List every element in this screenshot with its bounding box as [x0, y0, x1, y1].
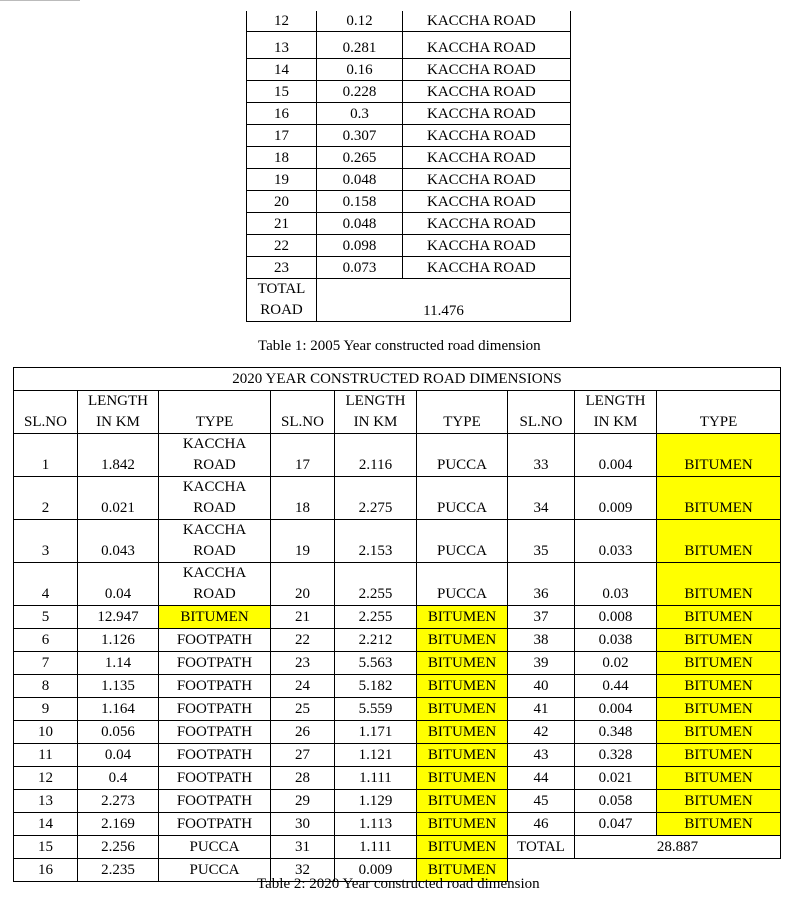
type-cell: FOOTPATH [159, 813, 271, 836]
type-cell: BITUMEN [657, 790, 781, 813]
table-row [247, 59, 571, 81]
length-cell: 1.111 [335, 836, 417, 859]
total-label [247, 279, 317, 322]
sl-no-cell: 20 [271, 563, 335, 606]
type-cell: FOOTPATH [159, 790, 271, 813]
sl-no-cell: 42 [508, 721, 575, 744]
sl-no-cell: 17 [271, 434, 335, 477]
length-cell: 0.328 [575, 744, 657, 767]
sl-no-cell: 14 [14, 813, 78, 836]
type-cell [159, 477, 271, 520]
length-cell: 12.947 [78, 606, 159, 629]
sl-no-cell: 8 [14, 675, 78, 698]
sl-no-cell: 34 [508, 477, 575, 520]
length-cell: 0.021 [575, 767, 657, 790]
sl-no-cell: 33 [508, 434, 575, 477]
type-cell: BITUMEN [417, 744, 508, 767]
length-cell: 1.14 [78, 652, 159, 675]
sl-no-cell: 9 [14, 698, 78, 721]
sl-no-cell: 41 [508, 698, 575, 721]
length-cell: 2.212 [335, 629, 417, 652]
table-row [247, 81, 571, 103]
type-cell: BITUMEN [657, 563, 781, 606]
sl-no-cell: 13 [14, 790, 78, 813]
sl-no-cell: 23 [247, 257, 317, 279]
sl-no-cell: 13 [247, 32, 317, 59]
length-cell: 0.4 [78, 767, 159, 790]
length-cell: 1.129 [335, 790, 417, 813]
type-cell: BITUMEN [417, 767, 508, 790]
table-2020-road-dimensions [13, 367, 781, 882]
type-cell: PUCCA [417, 520, 508, 563]
length-cell: 2.169 [78, 813, 159, 836]
sl-no-cell: 30 [271, 813, 335, 836]
header-type: TYPE [657, 391, 781, 434]
length-cell: 0.004 [575, 698, 657, 721]
table-row [14, 652, 781, 675]
type-cell: PUCCA [159, 859, 271, 882]
sl-no-cell: 12 [14, 767, 78, 790]
length-cell: 0.073 [317, 257, 403, 279]
sl-no-cell: 20 [247, 191, 317, 213]
type-cell: KACCHA ROAD [403, 235, 571, 257]
length-cell: 0.44 [575, 675, 657, 698]
type-cell: KACCHA ROAD [403, 11, 571, 32]
length-cell: 0.021 [78, 477, 159, 520]
type-cell: KACCHA ROAD [403, 169, 571, 191]
length-cell: 0.098 [317, 235, 403, 257]
length-cell: 0.043 [78, 520, 159, 563]
sl-no-cell: 32 [271, 859, 335, 882]
length-cell: 0.02 [575, 652, 657, 675]
sl-no-cell: 5 [14, 606, 78, 629]
length-cell: 0.048 [317, 213, 403, 235]
sl-no-cell: 10 [14, 721, 78, 744]
length-cell: 0.3 [317, 103, 403, 125]
length-cell: 0.009 [575, 477, 657, 520]
length-cell: 0.04 [78, 744, 159, 767]
type-cell [159, 434, 271, 477]
length-cell: 1.171 [335, 721, 417, 744]
table-row [14, 629, 781, 652]
length-cell: 0.058 [575, 790, 657, 813]
sl-no-cell: 11 [14, 744, 78, 767]
type-cell: BITUMEN [657, 767, 781, 790]
sl-no-cell: 19 [271, 520, 335, 563]
type-cell: FOOTPATH [159, 675, 271, 698]
table-row [247, 125, 571, 147]
type-cell: PUCCA [417, 434, 508, 477]
sl-no-cell: 1 [14, 434, 78, 477]
sl-no-cell: 7 [14, 652, 78, 675]
type-cell: BITUMEN [159, 606, 271, 629]
header-length [575, 391, 657, 434]
type-cell: BITUMEN [657, 629, 781, 652]
table-row [14, 836, 781, 859]
length-cell: 1.842 [78, 434, 159, 477]
length-cell: 1.164 [78, 698, 159, 721]
type-cell: BITUMEN [417, 652, 508, 675]
header-length [335, 391, 417, 434]
type-cell: FOOTPATH [159, 629, 271, 652]
header-length-line-2: IN KM [353, 414, 398, 430]
sl-no-cell: 22 [247, 235, 317, 257]
type-cell: KACCHA ROAD [403, 147, 571, 169]
sl-no-cell: 18 [271, 477, 335, 520]
type-cell: BITUMEN [417, 813, 508, 836]
length-cell: 2.255 [335, 563, 417, 606]
table-row [14, 721, 781, 744]
sl-no-cell: 22 [271, 629, 335, 652]
length-cell: 1.121 [335, 744, 417, 767]
table-row [247, 169, 571, 191]
length-cell: 0.048 [317, 169, 403, 191]
header-type: TYPE [159, 391, 271, 434]
type-cell: FOOTPATH [159, 744, 271, 767]
type-line: ROAD [193, 500, 236, 516]
table-row [14, 477, 781, 520]
type-cell: BITUMEN [657, 434, 781, 477]
table-row [14, 767, 781, 790]
length-cell: 2.256 [78, 836, 159, 859]
length-cell: 1.135 [78, 675, 159, 698]
type-cell: PUCCA [159, 836, 271, 859]
sl-no-cell: 16 [247, 103, 317, 125]
length-cell: 0.158 [317, 191, 403, 213]
sl-no-cell: 27 [271, 744, 335, 767]
type-cell [159, 563, 271, 606]
table-row [247, 191, 571, 213]
type-cell: FOOTPATH [159, 767, 271, 790]
sl-no-cell: 12 [247, 11, 317, 32]
total-value: 11.476 [317, 279, 571, 322]
header-length-line-2: IN KM [593, 414, 638, 430]
sl-no-cell: 23 [271, 652, 335, 675]
sl-no-cell: 15 [247, 81, 317, 103]
table-row [14, 434, 781, 477]
sl-no-cell: 25 [271, 698, 335, 721]
type-line: KACCHA [182, 565, 247, 581]
type-cell: BITUMEN [417, 675, 508, 698]
length-cell: 0.12 [317, 11, 403, 32]
table-row [247, 257, 571, 279]
length-cell: 2.235 [78, 859, 159, 882]
sl-no-cell: 40 [508, 675, 575, 698]
table-total-row [247, 279, 571, 322]
sl-no-cell: 21 [247, 213, 317, 235]
type-cell: KACCHA ROAD [403, 32, 571, 59]
type-line: ROAD [193, 586, 236, 602]
sl-no-cell: 16 [14, 859, 78, 882]
type-cell: BITUMEN [417, 606, 508, 629]
table-row [14, 790, 781, 813]
sl-no-cell: 2 [14, 477, 78, 520]
length-cell: 2.116 [335, 434, 417, 477]
sl-no-cell: 3 [14, 520, 78, 563]
header-length-line-1: LENGTH [345, 393, 406, 409]
length-cell: 0.038 [575, 629, 657, 652]
type-line: ROAD [193, 457, 236, 473]
total-label-line-1: TOTAL [257, 281, 306, 297]
length-cell: 0.16 [317, 59, 403, 81]
type-cell: BITUMEN [657, 721, 781, 744]
length-cell: 0.03 [575, 563, 657, 606]
table-2005-road-dimensions [246, 11, 571, 322]
length-cell: 0.056 [78, 721, 159, 744]
table-row [247, 32, 571, 59]
length-cell: 2.273 [78, 790, 159, 813]
header-type: TYPE [417, 391, 508, 434]
table-row [14, 744, 781, 767]
length-cell: 1.113 [335, 813, 417, 836]
type-cell: KACCHA ROAD [403, 191, 571, 213]
type-line: KACCHA [182, 479, 247, 495]
sl-no-cell: 35 [508, 520, 575, 563]
header-length-line-1: LENGTH [585, 393, 646, 409]
sl-no-cell: 38 [508, 629, 575, 652]
sl-no-cell: 29 [271, 790, 335, 813]
header-length-line-1: LENGTH [88, 393, 148, 409]
sl-no-cell: 19 [247, 169, 317, 191]
type-cell: KACCHA ROAD [403, 257, 571, 279]
type-cell: KACCHA ROAD [403, 81, 571, 103]
header-length [78, 391, 159, 434]
length-cell: 0.228 [317, 81, 403, 103]
sl-no-cell: 36 [508, 563, 575, 606]
length-cell: 0.281 [317, 32, 403, 59]
table-row [247, 103, 571, 125]
table-2-caption: Table 2: 2020 Year constructed road dimension [257, 876, 540, 892]
type-cell: BITUMEN [417, 790, 508, 813]
length-cell: 1.126 [78, 629, 159, 652]
total-value: 28.887 [575, 836, 781, 859]
sl-no-cell: 28 [271, 767, 335, 790]
table-row [247, 147, 571, 169]
length-cell: 5.563 [335, 652, 417, 675]
table-row [14, 520, 781, 563]
length-cell: 0.008 [575, 606, 657, 629]
sl-no-cell: 37 [508, 606, 575, 629]
type-cell: BITUMEN [657, 675, 781, 698]
type-cell: PUCCA [417, 563, 508, 606]
table-2-title: 2020 YEAR CONSTRUCTED ROAD DIMENSIONS [14, 368, 781, 391]
table-row [14, 813, 781, 836]
header-sl-no: SL.NO [271, 391, 335, 434]
table-row [14, 606, 781, 629]
page-top-rule [0, 0, 80, 1]
type-cell: BITUMEN [657, 813, 781, 836]
sl-no-cell: 24 [271, 675, 335, 698]
length-cell: 0.033 [575, 520, 657, 563]
type-cell [159, 520, 271, 563]
sl-no-cell: 21 [271, 606, 335, 629]
type-cell: BITUMEN [417, 859, 508, 882]
header-sl-no: SL.NO [508, 391, 575, 434]
sl-no-cell: 31 [271, 836, 335, 859]
table-row [14, 675, 781, 698]
length-cell: 0.004 [575, 434, 657, 477]
type-cell: BITUMEN [657, 606, 781, 629]
type-cell: FOOTPATH [159, 652, 271, 675]
type-cell: BITUMEN [417, 836, 508, 859]
table-row [14, 563, 781, 606]
length-cell: 2.255 [335, 606, 417, 629]
sl-no-cell: 17 [247, 125, 317, 147]
length-cell: 0.348 [575, 721, 657, 744]
type-cell: BITUMEN [417, 698, 508, 721]
sl-no-cell: 39 [508, 652, 575, 675]
table-row [14, 698, 781, 721]
type-cell: KACCHA ROAD [403, 59, 571, 81]
table-row [247, 235, 571, 257]
length-cell: 0.307 [317, 125, 403, 147]
type-cell: PUCCA [417, 477, 508, 520]
total-label: TOTAL [508, 836, 575, 859]
sl-no-cell: 4 [14, 563, 78, 606]
header-length-line-2: IN KM [96, 414, 140, 430]
type-cell: FOOTPATH [159, 698, 271, 721]
length-cell: 1.111 [335, 767, 417, 790]
type-cell: KACCHA ROAD [403, 213, 571, 235]
type-cell: BITUMEN [417, 721, 508, 744]
type-line: ROAD [193, 543, 236, 559]
type-cell: BITUMEN [657, 520, 781, 563]
sl-no-cell: 45 [508, 790, 575, 813]
length-cell: 0.04 [78, 563, 159, 606]
sl-no-cell: 46 [508, 813, 575, 836]
sl-no-cell: 43 [508, 744, 575, 767]
empty-cell [508, 859, 781, 882]
type-cell: KACCHA ROAD [403, 125, 571, 147]
sl-no-cell: 26 [271, 721, 335, 744]
length-cell: 5.559 [335, 698, 417, 721]
sl-no-cell: 18 [247, 147, 317, 169]
type-cell: BITUMEN [417, 629, 508, 652]
type-cell: KACCHA ROAD [403, 103, 571, 125]
type-cell: BITUMEN [657, 744, 781, 767]
sl-no-cell: 44 [508, 767, 575, 790]
type-cell: FOOTPATH [159, 721, 271, 744]
table-1-caption: Table 1: 2005 Year constructed road dimension [258, 338, 541, 354]
header-sl-no: SL.NO [14, 391, 78, 434]
length-cell: 0.047 [575, 813, 657, 836]
length-cell: 5.182 [335, 675, 417, 698]
sl-no-cell: 14 [247, 59, 317, 81]
sl-no-cell: 15 [14, 836, 78, 859]
total-label-line-2: ROAD [260, 302, 303, 318]
length-cell: 0.265 [317, 147, 403, 169]
type-cell: BITUMEN [657, 477, 781, 520]
sl-no-cell: 6 [14, 629, 78, 652]
length-cell: 2.153 [335, 520, 417, 563]
type-cell: BITUMEN [657, 652, 781, 675]
table-row [247, 11, 571, 32]
type-line: KACCHA [182, 436, 247, 452]
length-cell: 2.275 [335, 477, 417, 520]
table-row [247, 213, 571, 235]
length-cell: 0.009 [335, 859, 417, 882]
type-cell: BITUMEN [657, 698, 781, 721]
table-header-row [14, 391, 781, 434]
type-line: KACCHA [182, 522, 247, 538]
